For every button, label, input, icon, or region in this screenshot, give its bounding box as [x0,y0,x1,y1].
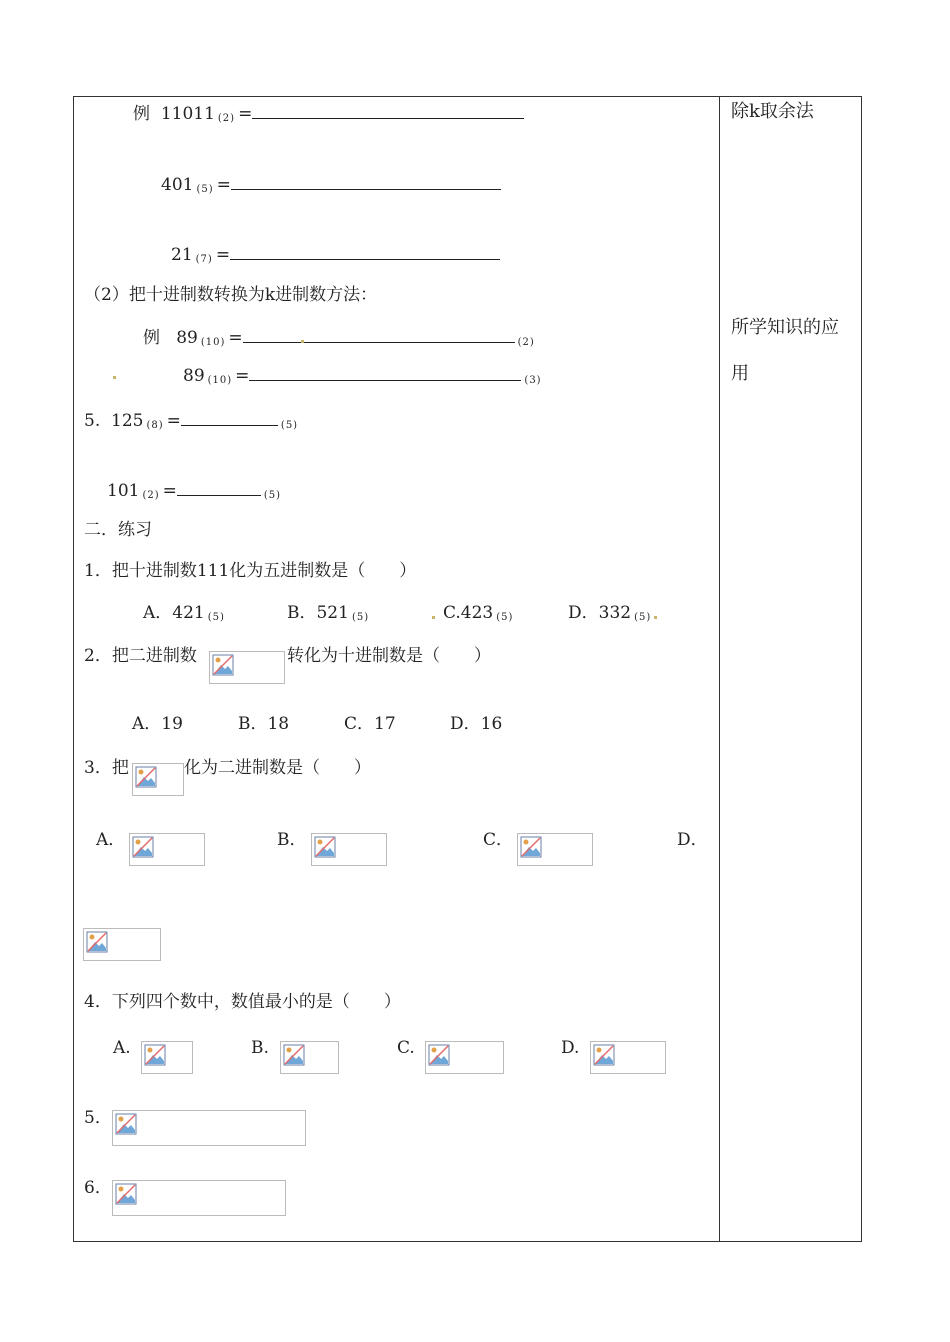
base-subscript: (5) [351,612,370,623]
example-decimal-to-ternary [183,364,545,389]
answer-blank[interactable] [249,364,521,381]
exercise-base8-to-base5 [84,409,301,434]
base-subscript: (5) [496,612,514,623]
broken-image-icon [283,1044,305,1066]
q4-option-a-label[interactable]: A. [113,1038,131,1058]
item-number: 5. [84,411,101,431]
example-binary-line [133,102,524,127]
speck [654,616,657,619]
answer-blank[interactable] [243,326,515,343]
base-subscript: (8) [146,420,164,431]
answer-blank[interactable] [177,479,261,496]
option-label: C.423 [443,603,494,623]
broken-image-icon [144,1044,166,1066]
example-base7-line [171,243,500,268]
number: 21 [171,245,193,265]
exercise-base2-to-base5 [107,479,284,504]
side-note-application-1: 所学知识的应 [731,317,839,338]
q3-option-a-label[interactable]: A． [96,830,126,850]
number: 89 [183,366,205,386]
speck [301,340,304,343]
q2-option-a[interactable]: A．19 [132,714,183,734]
broken-image-icon [115,1183,137,1205]
q1-option-b[interactable] [287,603,372,626]
broken-image-icon [209,651,285,684]
base-subscript: (5) [207,612,225,623]
question-1: 1．把十进制数111化为五进制数是（ ） [84,561,417,581]
q2-option-d[interactable]: D．16 [450,714,503,734]
equals: = [216,175,231,195]
question-3-prefix: 3．把 [84,758,129,778]
broken-image-icon [428,1044,450,1066]
option-label: B．521 [287,603,349,623]
speck [432,616,435,619]
broken-image-icon [280,1041,339,1074]
q3-option-d-label[interactable]: D． [677,830,708,850]
question-6-prefix: 6． [84,1178,112,1198]
example-prefix: 例 [133,104,150,124]
question-3-suffix: 化为二进制数是（ ） [184,758,371,778]
question-4: 4．下列四个数中，数值最小的是（ ） [84,992,401,1012]
broken-image-icon [212,654,234,676]
speck [113,376,116,379]
base-subscript: (2) [217,113,236,124]
q4-option-b-label[interactable]: B. [251,1038,269,1058]
option-label: D．332 [568,603,632,623]
q4-option-d-label[interactable]: D. [561,1038,580,1058]
broken-image-icon [520,836,542,858]
broken-image-icon [132,836,154,858]
q2-option-c[interactable]: C．17 [344,714,396,734]
base-subscript: (10) [200,337,226,348]
column-divider [719,96,720,1242]
q4-option-c-label[interactable]: C. [397,1038,415,1058]
broken-image-icon [425,1041,504,1074]
q1-option-d[interactable] [568,603,654,626]
option-label: A．421 [143,603,205,623]
side-note-remainder-method: 除k取余法 [731,101,814,122]
broken-image-icon [135,766,157,788]
target-base: (3) [524,375,542,386]
example-prefix: 例 [143,328,160,348]
question-2-suffix: 转化为十进制数是（ ） [287,646,491,666]
number: 401 [161,175,194,195]
equals: = [215,245,231,265]
equals: = [228,328,243,348]
equals: = [162,481,177,501]
question-2-prefix: 2．把二进制数 [84,646,197,666]
example-decimal-to-binary [143,326,538,351]
broken-image-icon [115,1113,137,1135]
question-5-prefix: 5． [84,1108,112,1128]
answer-blank[interactable] [230,243,500,260]
number: 89 [176,328,198,348]
q2-option-b[interactable]: B．18 [238,714,290,734]
broken-image-icon [86,931,108,953]
q1-option-c[interactable] [443,603,516,626]
section-title: 二．练习 [84,520,152,540]
broken-image-icon [129,833,205,866]
base-subscript: (5) [196,184,214,195]
broken-image-icon [112,1110,306,1146]
broken-image-icon [83,928,161,961]
base-subscript: (7) [195,254,213,265]
base-subscript: (2) [142,490,160,501]
target-base: (2) [517,337,535,348]
broken-image-icon [517,833,593,866]
q3-option-c-label[interactable]: C． [483,830,514,850]
broken-image-icon [132,763,184,796]
example-base5-line [161,173,501,198]
answer-blank[interactable] [231,173,501,190]
broken-image-icon [590,1041,666,1074]
broken-image-icon [311,833,387,866]
side-note-application-2: 用 [731,363,749,384]
equals: = [166,411,181,431]
q3-option-b-label[interactable]: B． [277,830,307,850]
base-subscript: (5) [634,612,652,623]
broken-image-icon [112,1180,286,1216]
base-subscript: (10) [207,375,233,386]
target-base: (5) [280,420,299,431]
answer-blank[interactable] [252,102,524,119]
answer-blank[interactable] [181,409,278,426]
equals: = [238,104,253,124]
broken-image-icon [314,836,336,858]
target-base: (5) [263,490,282,501]
number: 101 [107,481,140,501]
q1-option-a[interactable] [143,603,228,626]
broken-image-icon [141,1041,193,1074]
number: 125 [111,411,144,431]
number: 11011 [160,104,215,124]
broken-image-icon [593,1044,615,1066]
method-heading: （2）把十进制数转换为k进制数方法： [84,285,378,305]
equals: = [235,366,250,386]
